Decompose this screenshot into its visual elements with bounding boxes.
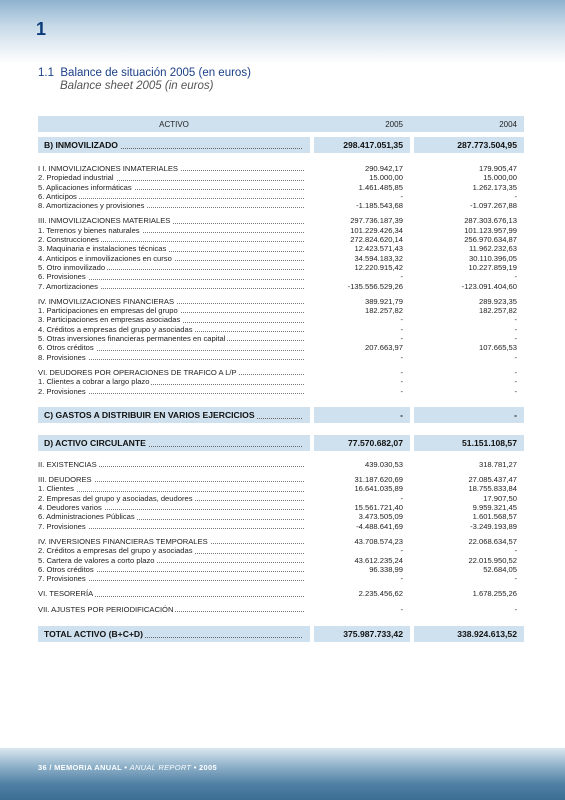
row-label: 2. Empresas del grupo y asociadas, deudores xyxy=(38,493,193,503)
row-label: IV. INVERSIONES FINANCIERAS TEMPORALES xyxy=(38,536,208,546)
value-2005: -135.556.529,26 xyxy=(347,281,403,291)
row-label-cell xyxy=(38,512,310,521)
value-2005: - xyxy=(400,324,403,334)
value-2004: 1.601.568,57 xyxy=(472,512,517,522)
row-label-cell xyxy=(38,605,310,614)
table-row xyxy=(38,325,524,334)
table-row xyxy=(38,183,524,192)
row-label-cell xyxy=(38,589,310,598)
value-2005: 31.187.620,69 xyxy=(354,475,403,485)
header-2004: 2004 xyxy=(499,119,517,129)
row-label: B) INMOVILIZADO xyxy=(44,140,118,150)
row-label-cell xyxy=(38,325,310,334)
value-2005: 96.338,99 xyxy=(369,564,403,574)
section-title-es: Balance de situación 2005 (en euros) xyxy=(60,67,251,79)
value-2004: - xyxy=(514,272,517,282)
row-label-cell xyxy=(38,183,310,192)
row-label: 3. Participaciones en empresas asociadas xyxy=(38,315,181,325)
row-label-cell xyxy=(38,387,310,396)
footer-memoria: MEMORIA ANUAL xyxy=(54,763,122,772)
table-row xyxy=(38,244,524,253)
row-label-cell xyxy=(38,368,310,377)
value-2004: - xyxy=(514,546,517,556)
row-label: C) GASTOS A DISTRIBUIR EN VARIOS EJERCICIOS xyxy=(44,409,255,420)
row-label-cell xyxy=(38,192,310,201)
value-2004: 17.907,50 xyxy=(483,493,517,503)
row-label-cell xyxy=(38,407,310,423)
value-2004: 52.684,05 xyxy=(483,564,517,574)
table-section-band xyxy=(38,435,524,451)
row-label-cell xyxy=(38,377,310,386)
value-2004: 22.068.634,57 xyxy=(468,536,517,546)
row-label: 2. Créditos a empresas del grupo y asociadas xyxy=(38,546,193,556)
table-row xyxy=(38,297,524,306)
value-2005: 298.417.051,35 xyxy=(314,137,410,153)
table-section-band xyxy=(38,626,524,642)
value-2004: 10.227.859,19 xyxy=(468,262,517,272)
table-row xyxy=(38,353,524,362)
value-2005: 182.257,82 xyxy=(364,306,403,316)
value-2004: - xyxy=(514,324,517,334)
value-2005: 1.461.485,85 xyxy=(358,182,403,192)
value-2004: -3.249.193,89 xyxy=(470,521,517,531)
table-row xyxy=(38,201,524,210)
row-label: 6. Otros créditos xyxy=(38,343,94,353)
value-2005: 272.824.620,14 xyxy=(350,235,403,245)
table-row xyxy=(38,387,524,396)
value-2005: - xyxy=(400,315,403,325)
header-sky-banner xyxy=(0,0,565,64)
table-row xyxy=(38,315,524,324)
value-2004: 287.773.504,95 xyxy=(414,137,524,153)
value-2004: 15.000,00 xyxy=(483,173,517,183)
value-2005: - xyxy=(400,334,403,344)
section-heading xyxy=(38,67,251,93)
table-row xyxy=(38,522,524,531)
value-2005: 2.235.456,62 xyxy=(358,589,403,599)
row-label-cell xyxy=(38,494,310,503)
value-2004: - xyxy=(514,352,517,362)
value-2005: 375.987.733,42 xyxy=(314,626,410,642)
row-label: 6. Provisiones xyxy=(38,272,86,282)
row-label: 6. Otros créditos xyxy=(38,564,94,574)
row-label: III. INMOVILIZACIONES MATERIALES xyxy=(38,216,171,226)
table-row xyxy=(38,589,524,598)
value-2004: 1.262.173,35 xyxy=(472,182,517,192)
balance-sheet-table xyxy=(38,116,524,642)
row-label: 1. Clientes xyxy=(38,484,74,494)
footer-bullet: • xyxy=(124,763,128,772)
value-2004: 182.257,82 xyxy=(478,306,517,316)
value-2005: - xyxy=(400,493,403,503)
row-label-cell xyxy=(38,475,310,484)
value-2005: 290.942,17 xyxy=(364,164,403,173)
row-label-cell xyxy=(38,460,310,469)
value-2004: - xyxy=(514,367,517,377)
row-label: 4. Deudores varios xyxy=(38,503,102,513)
table-row xyxy=(38,235,524,244)
footer-annual-report: ANUAL REPORT xyxy=(129,763,192,772)
row-label: 5. Otras inversiones financieras permanentes en capital xyxy=(38,334,226,344)
table-row xyxy=(38,254,524,263)
table-row xyxy=(38,164,524,173)
value-2005: 77.570.682,07 xyxy=(314,435,410,451)
row-label-cell xyxy=(38,297,310,306)
footer-bullet-2: • xyxy=(193,763,197,772)
value-2004: 18.755.833,84 xyxy=(468,484,517,494)
row-label-cell xyxy=(38,216,310,225)
value-2004: 338.924.613,52 xyxy=(414,626,524,642)
value-2005: - xyxy=(400,604,403,614)
value-2004: 27.085.437,47 xyxy=(468,475,517,485)
row-label-cell xyxy=(38,137,310,153)
section-title-en: Balance sheet 2005 (in euros) xyxy=(60,80,214,92)
footer-page-number: 36 xyxy=(38,763,47,772)
value-2004: - xyxy=(514,334,517,344)
value-2004: - xyxy=(514,377,517,387)
table-row xyxy=(38,503,524,512)
row-label-cell xyxy=(38,263,310,272)
table-row xyxy=(38,546,524,555)
value-2004: 289.923,35 xyxy=(478,296,517,306)
table-row xyxy=(38,334,524,343)
value-2005: 3.473.505,09 xyxy=(358,512,403,522)
row-label: 2. Propiedad industrial xyxy=(38,173,114,183)
value-2004: 30.110.396,05 xyxy=(469,253,517,263)
value-2005: 15.000,00 xyxy=(369,173,403,183)
row-label-cell xyxy=(38,272,310,281)
row-label-cell xyxy=(38,574,310,583)
table-row xyxy=(38,475,524,484)
table-row xyxy=(38,556,524,565)
footer-banner xyxy=(0,748,565,800)
value-2005: 12.220.915,42 xyxy=(354,262,403,272)
value-2004: 179.905,47 xyxy=(478,164,517,173)
row-label-cell xyxy=(38,546,310,555)
table-row xyxy=(38,192,524,201)
row-label: TOTAL ACTIVO (B+C+D) xyxy=(44,628,143,639)
table-section-band xyxy=(38,137,524,153)
row-label: 5. Otro inmovilizado xyxy=(38,262,106,272)
value-2005: 43.708.574,23 xyxy=(354,536,403,546)
row-label-cell xyxy=(38,353,310,362)
row-label-cell xyxy=(38,334,310,343)
value-2005: 389.921,79 xyxy=(364,296,403,306)
table-row xyxy=(38,272,524,281)
value-2004: 11.962.232,63 xyxy=(469,244,517,254)
row-label-cell xyxy=(38,235,310,244)
value-2004: - xyxy=(514,386,517,396)
row-label: 3. Maquinaria e instalaciones técnicas xyxy=(38,244,167,254)
value-2005: - xyxy=(400,367,403,377)
value-2005: 15.561.721,40 xyxy=(354,503,403,513)
value-2005: 43.612.235,24 xyxy=(354,555,403,565)
row-label: VI. TESORERÍA xyxy=(38,589,94,599)
table-row xyxy=(38,343,524,352)
table-row xyxy=(38,537,524,546)
value-2004: 107.665,53 xyxy=(478,343,517,353)
value-2005: 439.030,53 xyxy=(364,459,403,469)
row-label-cell xyxy=(38,556,310,565)
value-2004: - xyxy=(414,407,524,423)
row-label: 5. Cartera de valores a corto plazo xyxy=(38,555,155,565)
value-2005: - xyxy=(400,574,403,584)
value-2004: 51.151.108,57 xyxy=(414,435,524,451)
value-2004: 22.015.950,52 xyxy=(468,555,517,565)
value-2005: - xyxy=(400,272,403,282)
table-row xyxy=(38,605,524,614)
row-label: D) ACTIVO CIRCULANTE xyxy=(44,437,146,448)
table-row xyxy=(38,216,524,225)
value-2005: - xyxy=(400,386,403,396)
value-2005: 207.663,97 xyxy=(364,343,403,353)
table-row xyxy=(38,565,524,574)
row-label-cell xyxy=(38,522,310,531)
value-2004: -1.097.267,88 xyxy=(470,201,517,211)
value-2004: 9.959.321,45 xyxy=(472,503,517,513)
row-label-cell xyxy=(38,565,310,574)
row-label-cell xyxy=(38,226,310,235)
row-label: I I. INMOVILIZACIONES INMATERIALES xyxy=(38,164,178,173)
table-row xyxy=(38,226,524,235)
row-label: 7. Provisiones xyxy=(38,521,86,531)
row-label-cell xyxy=(38,315,310,324)
row-label: IV. INMOVILIZACIONES FINANCIERAS xyxy=(38,296,175,306)
value-2005: 297.736.187,39 xyxy=(350,216,403,226)
value-2004: 101.123.957,99 xyxy=(464,225,517,235)
footer-separator: / xyxy=(49,763,52,772)
row-label: 6. Anticipos xyxy=(38,191,77,201)
row-label: 1. Terrenos y bienes naturales xyxy=(38,225,140,235)
row-label-cell xyxy=(38,201,310,210)
value-2005: 34.594.183,32 xyxy=(354,253,403,263)
value-2005: -1.185.543,68 xyxy=(356,201,403,211)
row-label-cell xyxy=(38,306,310,315)
row-label: 7. Provisiones xyxy=(38,574,86,584)
row-label: 5. Aplicaciones informáticas xyxy=(38,182,132,192)
row-label: 2. Provisiones xyxy=(38,386,86,396)
row-label: 1. Participaciones en empresas del grupo xyxy=(38,306,178,316)
chapter-number: 1 xyxy=(36,19,47,39)
value-2005: -4.488.641,69 xyxy=(356,521,403,531)
table-row xyxy=(38,263,524,272)
row-label: 8. Provisiones xyxy=(38,352,86,362)
header-activo: ACTIVO xyxy=(159,119,189,129)
row-label-cell xyxy=(38,484,310,493)
row-label: II. EXISTENCIAS xyxy=(38,459,97,469)
row-label-cell xyxy=(38,173,310,182)
row-label: 2. Construcciones xyxy=(38,235,99,245)
table-row xyxy=(38,306,524,315)
row-label-cell xyxy=(38,537,310,546)
header-2005: 2005 xyxy=(385,119,403,129)
value-2005: - xyxy=(400,352,403,362)
row-label-cell xyxy=(38,343,310,352)
table-section-band xyxy=(38,407,524,423)
table-row xyxy=(38,512,524,521)
section-number: 1.1 xyxy=(38,67,54,79)
row-label-cell xyxy=(38,435,310,451)
value-2004: - xyxy=(514,574,517,584)
value-2004: 1.678.255,26 xyxy=(472,589,517,599)
row-label: 6. Administraciones Públicas xyxy=(38,512,135,522)
value-2005: 101.229.426,34 xyxy=(350,225,403,235)
row-label-cell xyxy=(38,503,310,512)
value-2004: 287.303.676,13 xyxy=(464,216,517,226)
row-label-cell xyxy=(38,164,310,173)
value-2004: - xyxy=(514,315,517,325)
table-row xyxy=(38,377,524,386)
row-label: VII. AJUSTES POR PERIODIFICACIÓN xyxy=(38,604,174,614)
footer-year: 2005 xyxy=(199,763,217,772)
row-label: III. DEUDORES xyxy=(38,475,92,485)
value-2005: - xyxy=(400,546,403,556)
footer-text xyxy=(38,763,217,772)
value-2005: - xyxy=(400,377,403,387)
table-row xyxy=(38,368,524,377)
row-label: 7. Amortizaciones xyxy=(38,281,98,291)
value-2004: - xyxy=(514,191,517,201)
row-label-cell xyxy=(38,282,310,291)
table-row xyxy=(38,460,524,469)
row-label: 4. Créditos a empresas del grupo y asociadas xyxy=(38,324,193,334)
row-label: 1. Clientes a cobrar a largo plazo xyxy=(38,377,150,387)
table-row xyxy=(38,574,524,583)
value-2004: 318.781,27 xyxy=(478,459,517,469)
table-row xyxy=(38,494,524,503)
table-row xyxy=(38,173,524,182)
row-label-cell xyxy=(38,626,310,642)
value-2005: - xyxy=(400,191,403,201)
table-header xyxy=(38,116,524,132)
value-2004: 256.970.634,87 xyxy=(464,235,517,245)
table-row xyxy=(38,282,524,291)
table-row xyxy=(38,484,524,493)
value-2005: 12.423.571,43 xyxy=(354,244,403,254)
value-2005: - xyxy=(314,407,410,423)
value-2005: 16.641.035,89 xyxy=(354,484,403,494)
value-2004: -123.091.404,60 xyxy=(461,281,517,291)
row-label: 8. Amortizaciones y provisiones xyxy=(38,201,145,211)
row-label-cell xyxy=(38,254,310,263)
value-2004: - xyxy=(514,604,517,614)
row-label: 4. Anticipos e inmovilizaciones en curso xyxy=(38,253,172,263)
row-label-cell xyxy=(38,244,310,253)
row-label: VI. DEUDORES POR OPERACIONES DE TRAFICO A L/P xyxy=(38,367,237,377)
